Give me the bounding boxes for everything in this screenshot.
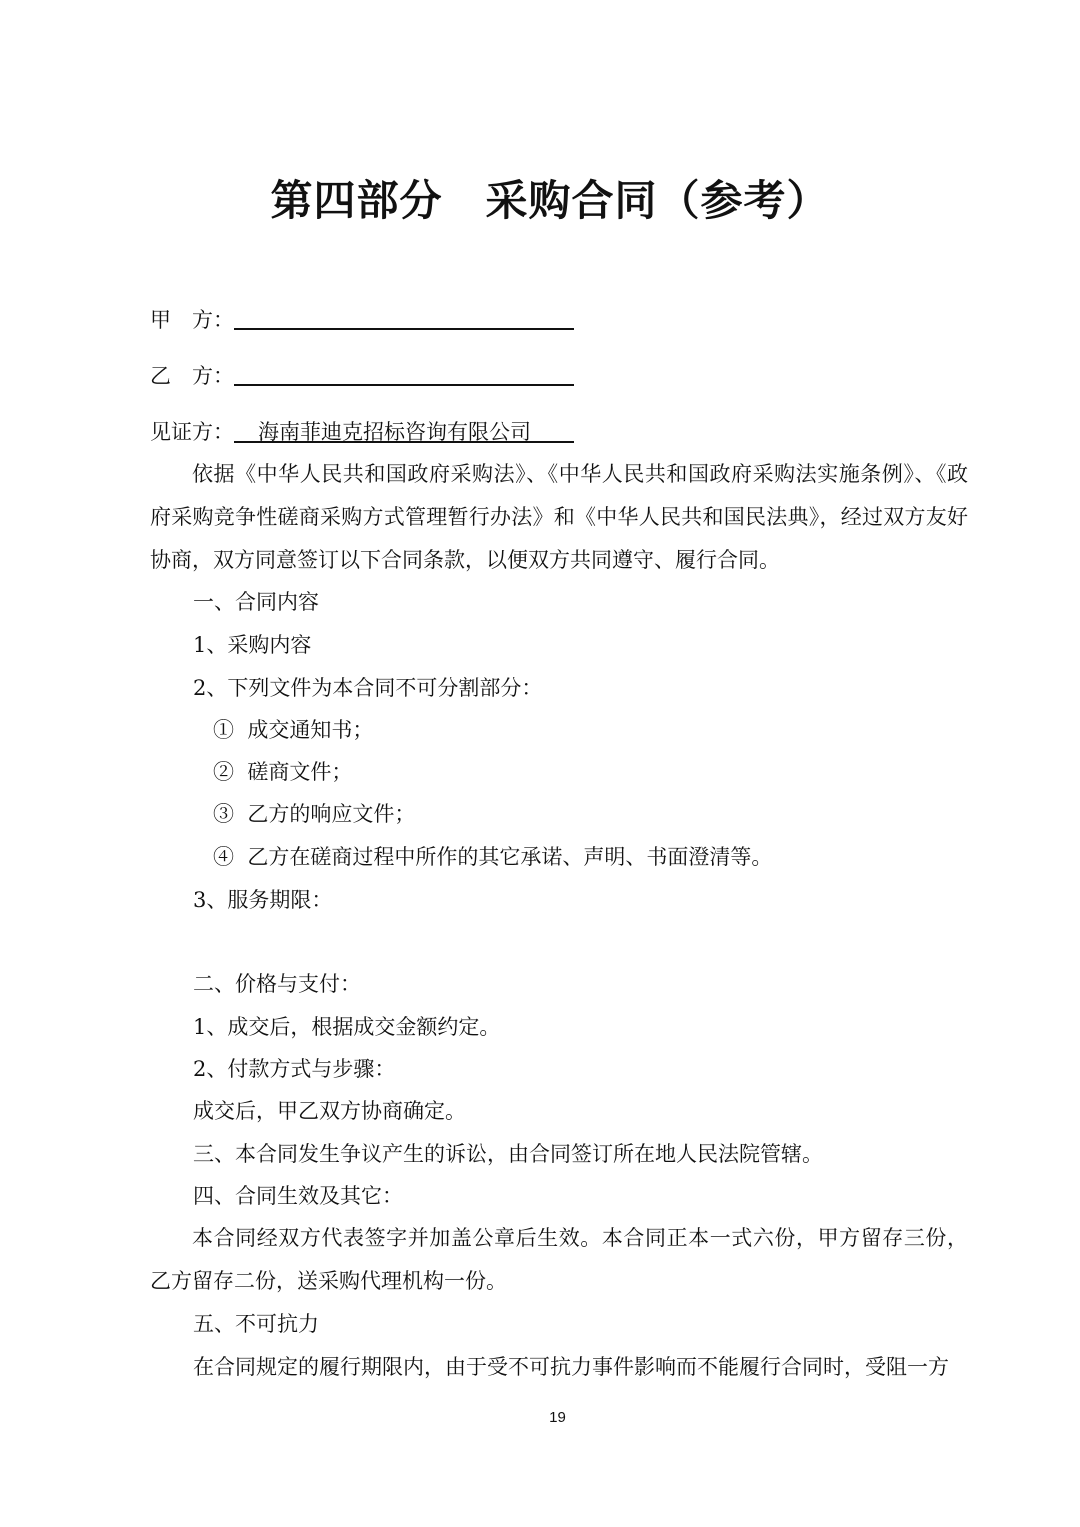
page-title: 第四部分 采购合同（参考） xyxy=(270,176,830,225)
section2-item2: 2、付款方式与步骤： xyxy=(193,1057,396,1081)
doc-item-1: ① 成交通知书； xyxy=(213,718,374,742)
party-b-label: 乙 方： xyxy=(150,364,234,388)
section2-heading: 二、价格与支付： xyxy=(193,972,361,996)
section1-item3: 3、服务期限： xyxy=(193,888,333,912)
intro-paragraph: 依据《中华人民共和国政府采购法》、《中华人民共和国政府采购法实施条例》、《政府采购竞争性磋商采购方式管理暂行办法》和《中华人民共和国民法典》，经过双方友好协商，双方同意签订以下合同条款，以便双方共同遵守、履行合同。 xyxy=(150,462,968,572)
doc-item-2: ② 磋商文件； xyxy=(213,760,353,784)
party-b-blank-line xyxy=(234,384,574,386)
page-number: 19 xyxy=(549,1409,566,1426)
doc-item-3: ③ 乙方的响应文件； xyxy=(213,802,416,826)
section2-item1: 1、成交后，根据成交金额约定。 xyxy=(193,1015,501,1039)
section1-heading: 一、合同内容 xyxy=(193,590,319,614)
section3-heading: 三、本合同发生争议产生的诉讼，由合同签订所在地人民法院管辖。 xyxy=(193,1142,823,1166)
section2-item2-text: 成交后，甲乙双方协商确定。 xyxy=(193,1099,466,1123)
section5-heading: 五、不可抗力 xyxy=(193,1312,319,1336)
witness-name: 海南菲迪克招标咨询有限公司 xyxy=(258,420,531,444)
witness-label: 见证方： xyxy=(150,420,234,444)
section4-heading: 四、合同生效及其它： xyxy=(193,1184,403,1208)
section1-item1: 1、采购内容 xyxy=(193,633,312,657)
witness-underline xyxy=(234,441,574,443)
section5-text: 在合同规定的履行期限内，由于受不可抗力事件影响而不能履行合同时，受阻一方 xyxy=(193,1355,949,1379)
section1-item2: 2、下列文件为本合同不可分割部分： xyxy=(193,676,543,700)
party-a-blank-line xyxy=(234,328,574,330)
section4-text: 本合同经双方代表签字并加盖公章后生效。本合同正本一式六份，甲方留存三份，乙方留存二份，送采购代理机构一份。 xyxy=(150,1226,968,1293)
doc-item-4: ④ 乙方在磋商过程中所作的其它承诺、声明、书面澄清等。 xyxy=(213,845,773,869)
party-a-label: 甲 方： xyxy=(150,308,234,332)
